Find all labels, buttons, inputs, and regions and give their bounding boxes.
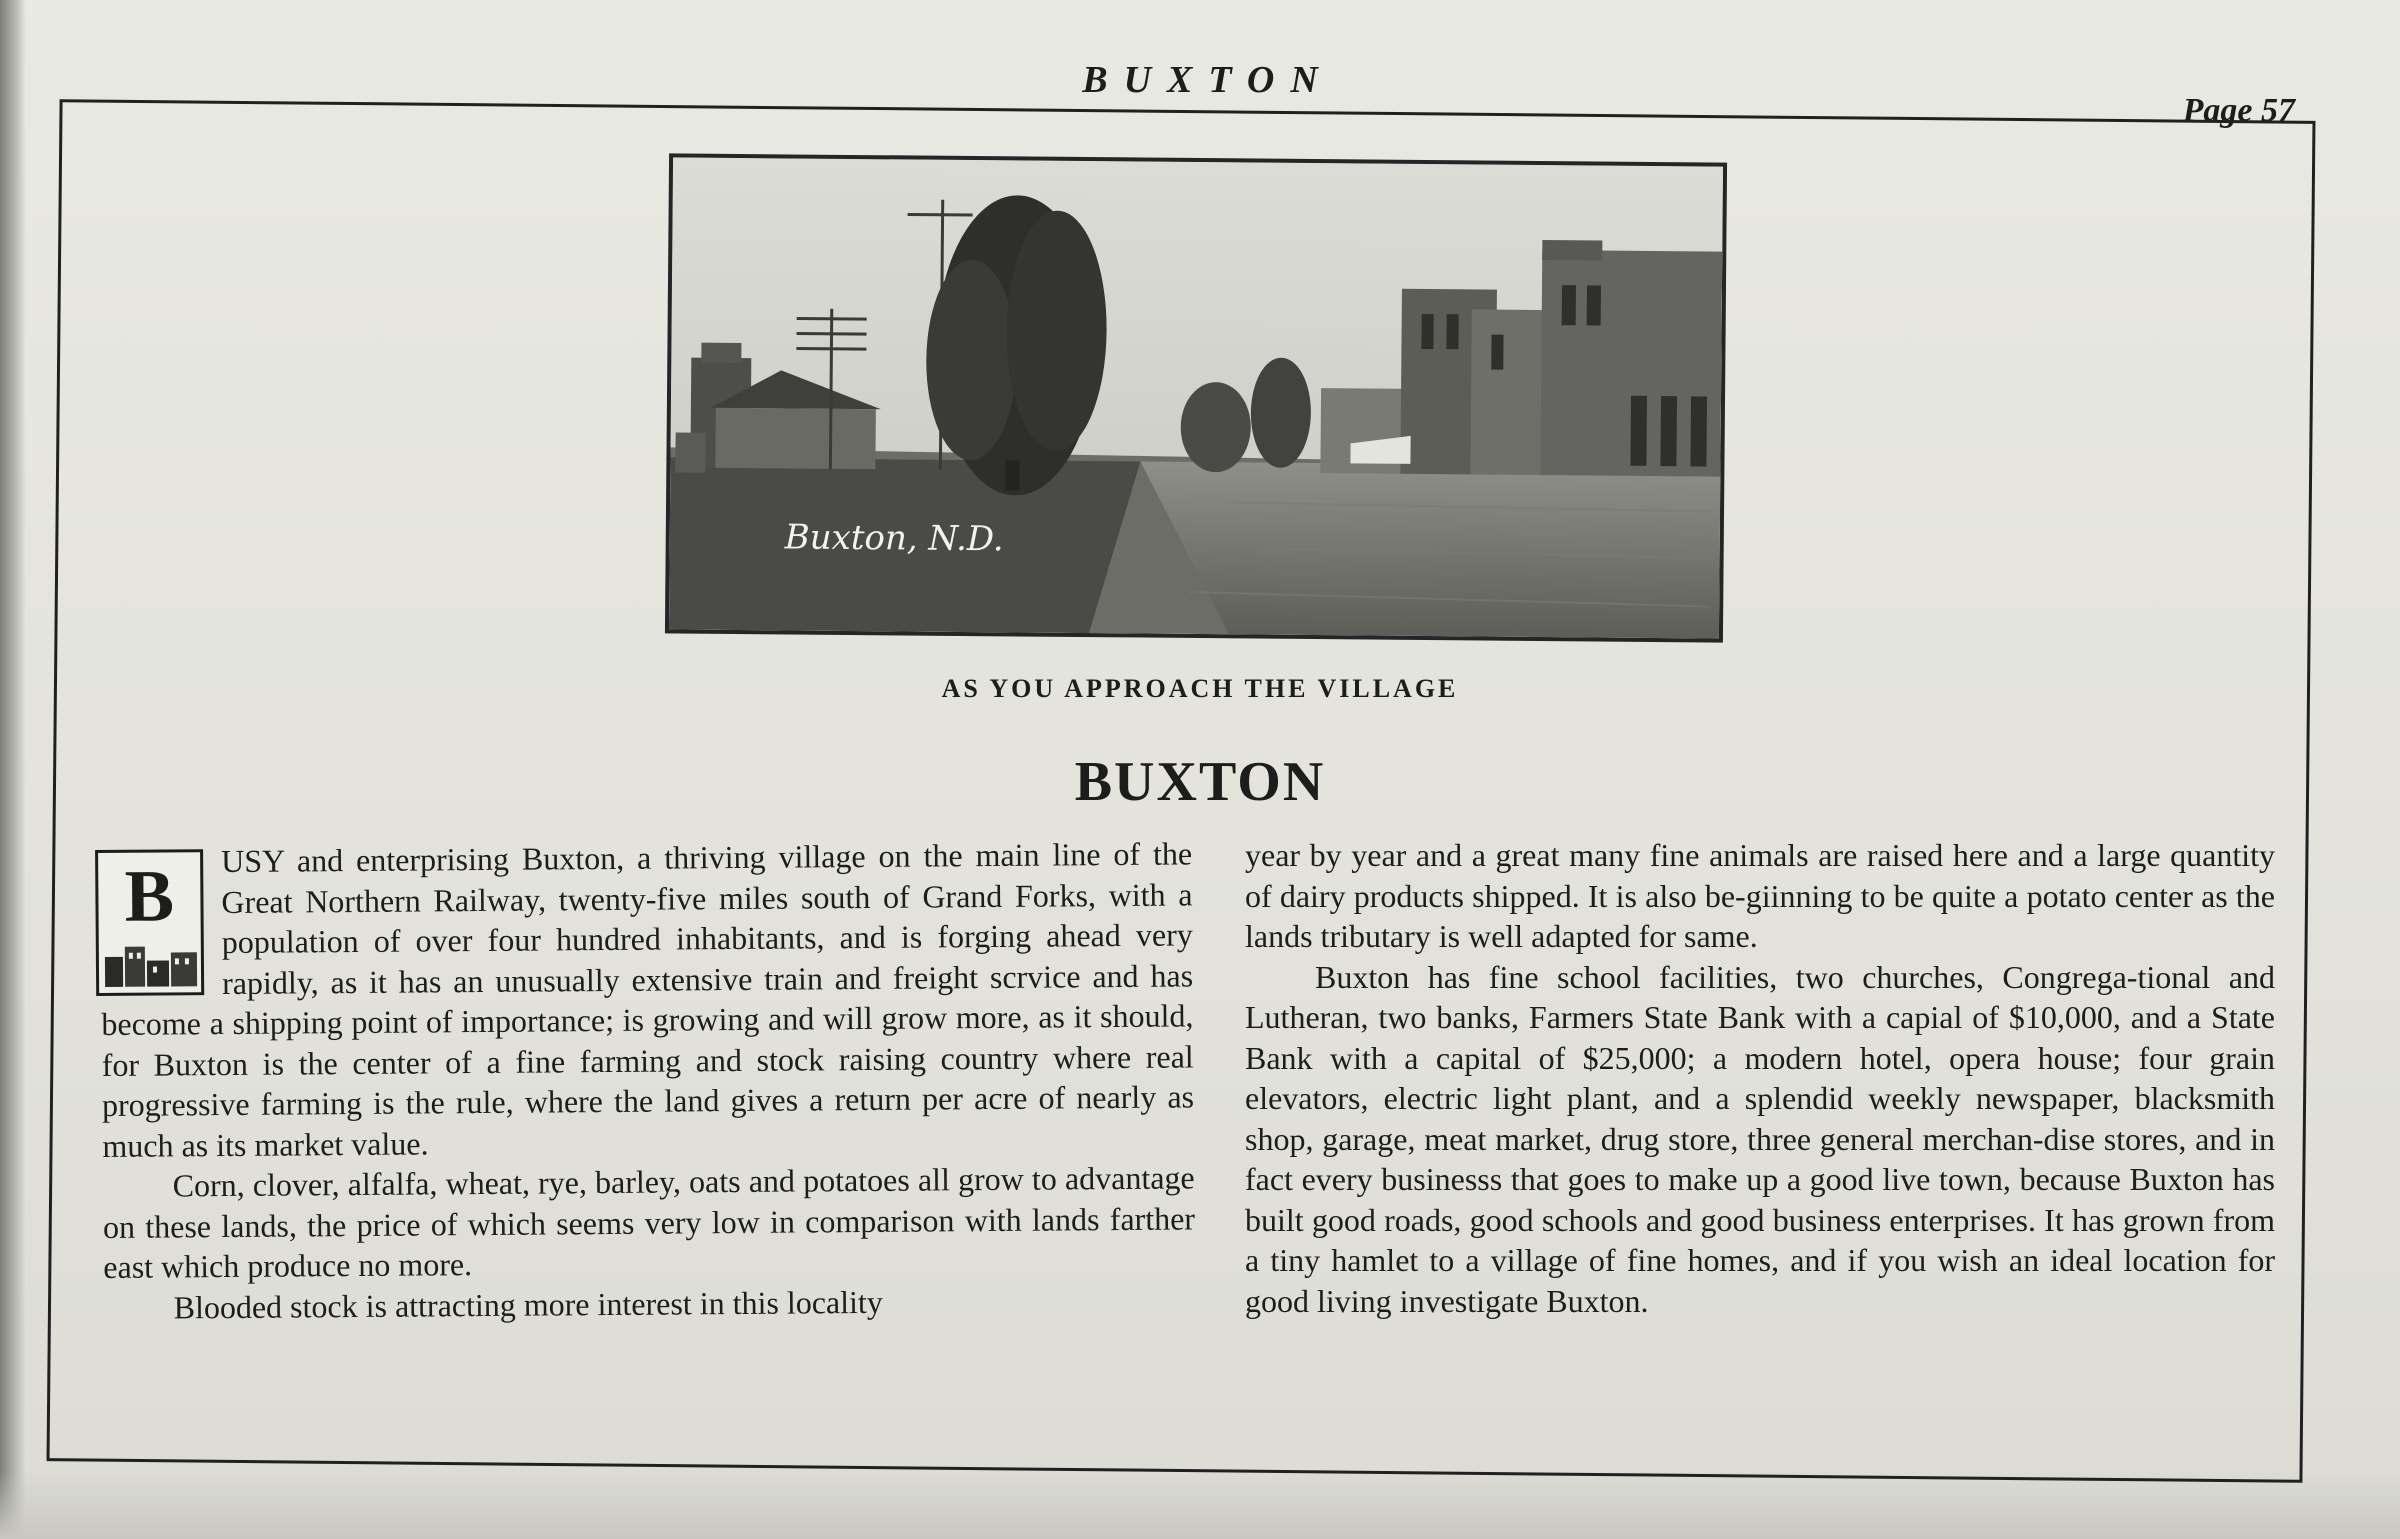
left-paragraph-2: Corn, clover, alfalfa, wheat, rye, barley, oats and potatoes all grow to advantage on these lands, the price of which seems very low in comparison with lands farther east which produce no more.: [102, 1159, 1196, 1285]
photo-inscription: Buxton, N.D.: [784, 517, 1004, 560]
village-photo: [665, 153, 1727, 642]
drop-cap-village-icon: [103, 942, 199, 989]
article-heading: BUXTON: [1074, 751, 1326, 813]
left-paragraph-3: Blooded stock is attracting more interest in this locality: [173, 1283, 883, 1325]
right-paragraph-2: Buxton has fine school facilities, two churches, Congrega-tional and Lutheran, two banks, Farmers State Bank with a capial of $10,000, and a State Bank with a capital of $25,000; a modern hotel, opera house; four grain elevators, electric light plant, and a splendid weekly newspaper, blacksmith shop, garage, meat market, drug store, three general merchan-dise stores, and in fact every businesss that goes to make up a good live town, because Buxton has built good roads, good schools and good business enterprises. It has grown from a tiny hamlet to a village of fine homes, and if you wish an ideal location for good living investigate Buxton.: [1245, 958, 2275, 1319]
page-number: Page 57: [2182, 92, 2295, 129]
running-title: BUXTON: [1082, 59, 1334, 101]
right-paragraph-1: year by year and a great many fine animals are raised here and a large quantity of dairy products shipped. It is also be-giinning to be quite a potato center as the lands tributary is well adapted for same.: [1245, 837, 2275, 954]
left-paragraph-1: USY and enterprising Buxton, a thriving village on the main line of the Great Northern Railway, twenty-five miles south of Grand Forks, with a population of over four hundred inhabitants, and is forging ahead very rapidly, as it has an unusually extensive train and freight scrvice and has become a shipping point of importance; is growing and will grow more, as it should, for Buxton is the center of a fine farming and stock raising country where real progressive farming is the rule, where the land gives a return per acre of nearly as much as its market value.: [101, 835, 1195, 1164]
article-column-left: [100, 833, 1196, 1328]
photo-caption: AS YOU APPROACH THE VILLAGE: [941, 674, 1459, 703]
page-bottom-shade: [0, 1470, 2400, 1539]
drop-cap: [95, 849, 204, 996]
article-column-right: [1245, 835, 2275, 1321]
drop-cap-letter: B: [124, 855, 175, 938]
